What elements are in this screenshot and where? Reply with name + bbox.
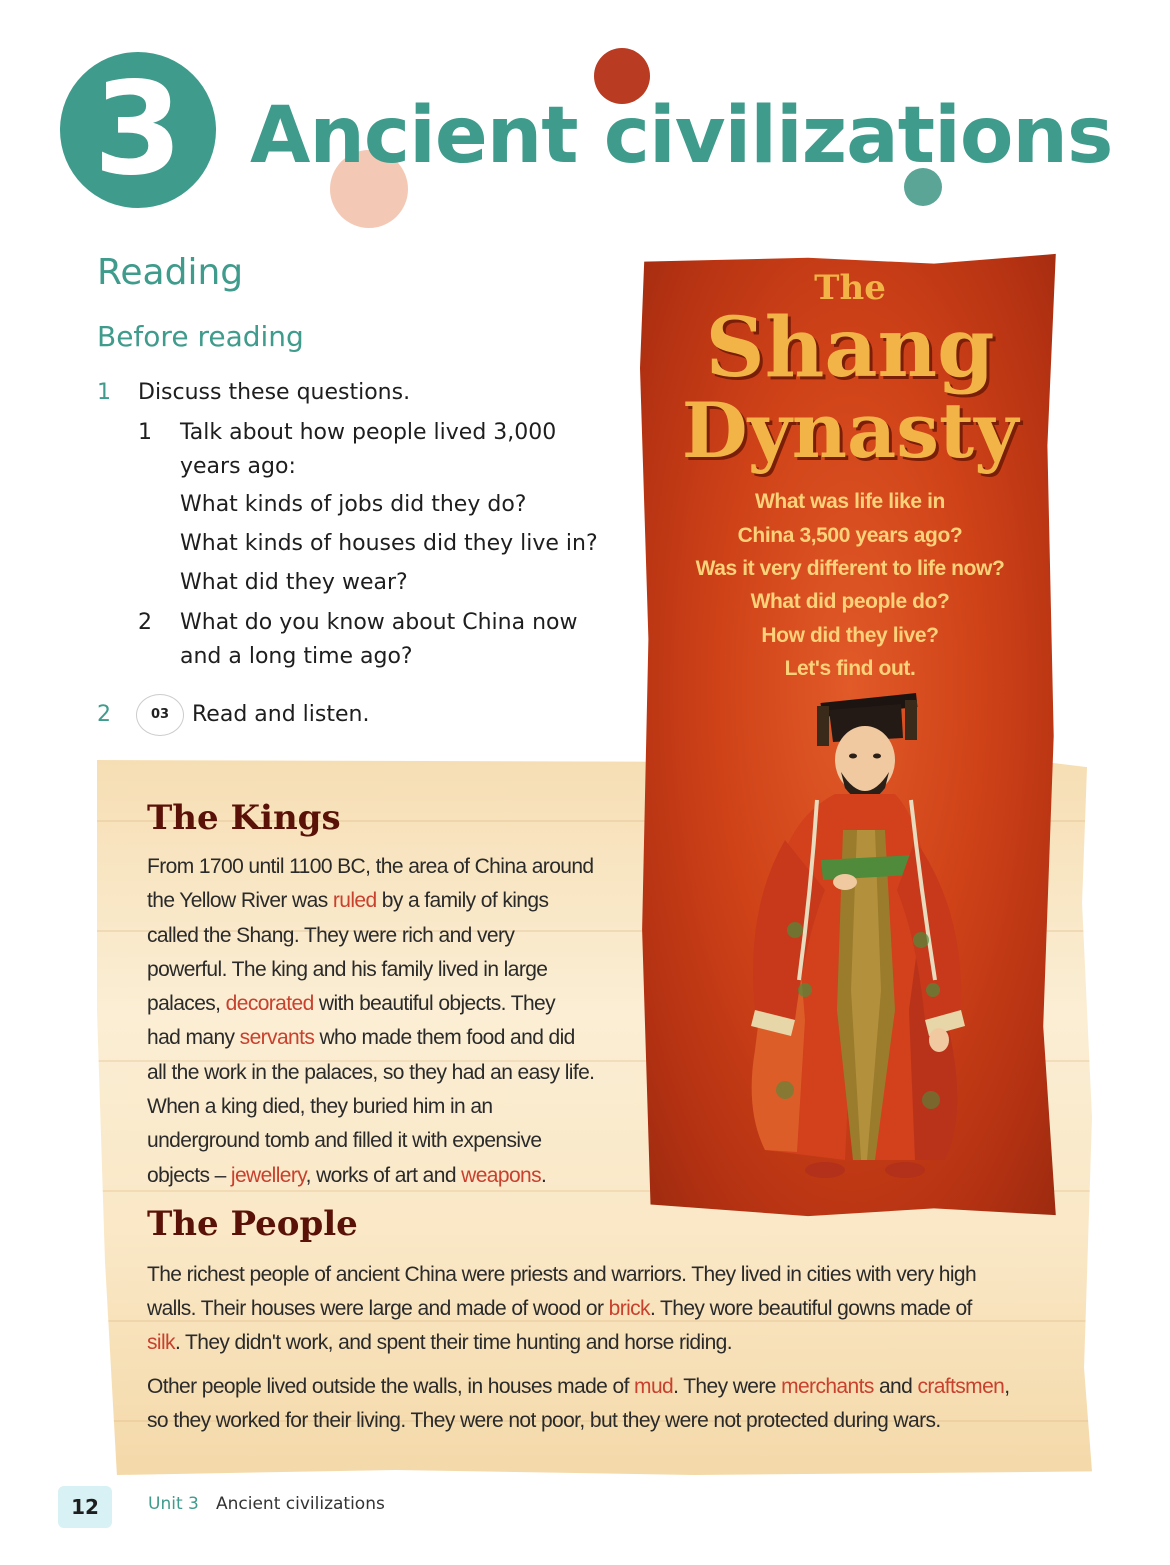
banner-question-line-5: How did they live? bbox=[761, 624, 939, 647]
shang-king-illustration bbox=[725, 690, 985, 1210]
highlight-word-decorated[interactable]: decorated bbox=[225, 992, 314, 1015]
kings-line-4: powerful. The king and his family lived in large bbox=[147, 958, 548, 981]
highlight-word-ruled[interactable]: ruled bbox=[332, 889, 377, 912]
audio-track-icon[interactable] bbox=[136, 694, 184, 736]
kings-heading: The Kings bbox=[147, 798, 341, 838]
question-1-sub-3: What did they wear? bbox=[180, 570, 408, 595]
exercise-number-2: 2 bbox=[97, 702, 111, 727]
question-1-sub-2: What kinds of houses did they live in? bbox=[180, 531, 598, 556]
people-line-1: The richest people of ancient China were priests and warriors. They lived in cities with very high bbox=[147, 1263, 977, 1286]
kings-line-3: called the Shang. They were rich and very bbox=[147, 924, 515, 947]
page-number: 12 bbox=[58, 1486, 112, 1528]
people-line-2: walls. Their houses were large and made of wood or brick. They wore beautiful gowns made of bbox=[147, 1297, 972, 1320]
question-1-line-2: years ago: bbox=[180, 454, 296, 479]
highlight-word-servants[interactable]: servants bbox=[239, 1026, 315, 1049]
highlight-word-craftsmen[interactable]: craftsmen bbox=[917, 1375, 1005, 1398]
banner-question-line-4: What did people do? bbox=[750, 590, 950, 613]
footer-unit-label: Unit 3 bbox=[148, 1494, 199, 1514]
exercise-number-1: 1 bbox=[97, 380, 111, 405]
footer-unit-title: Ancient civilizations bbox=[216, 1494, 385, 1514]
kings-line-10: objects – jewellery, works of art and weapons. bbox=[147, 1164, 547, 1187]
people-line-5: so they worked for their living. They were not poor, but they were not protected during wars. bbox=[147, 1409, 941, 1432]
kings-line-7: all the work in the palaces, so they had an easy life. bbox=[147, 1061, 595, 1084]
banner-title-shang: Shang bbox=[705, 300, 995, 396]
exercise-1-instruction: Discuss these questions. bbox=[138, 380, 411, 405]
section-heading-reading: Reading bbox=[97, 252, 244, 293]
question-1-sub-1: What kinds of jobs did they do? bbox=[180, 492, 527, 517]
subheading-before-reading: Before reading bbox=[97, 320, 304, 353]
unit-title: Ancient civilizations bbox=[250, 91, 1113, 181]
highlight-word-mud[interactable]: mud bbox=[634, 1375, 674, 1398]
banner-title-dynasty: Dynasty bbox=[681, 386, 1019, 475]
question-2-number: 2 bbox=[138, 610, 152, 635]
kings-line-6: had many servants who made them food and did bbox=[147, 1026, 575, 1049]
banner-question-line-1: What was life like in bbox=[755, 490, 945, 513]
exercise-2-instruction: Read and listen. bbox=[192, 702, 370, 727]
highlight-word-weapons[interactable]: weapons bbox=[461, 1164, 542, 1187]
question-2-line-1: What do you know about China now bbox=[180, 610, 578, 635]
people-line-3: silk. They didn't work, and spent their time hunting and horse riding. bbox=[147, 1331, 732, 1354]
banner-question-line-6: Let's find out. bbox=[784, 657, 916, 680]
question-1-number: 1 bbox=[138, 420, 152, 445]
kings-line-9: underground tomb and filled it with expensive bbox=[147, 1129, 542, 1152]
audio-track-number: 03 bbox=[150, 707, 170, 722]
people-line-4: Other people lived outside the walls, in houses made of mud. They were merchants and craftsmen, bbox=[147, 1375, 1010, 1398]
question-1-line-1: Talk about how people lived 3,000 bbox=[180, 420, 557, 445]
kings-line-8: When a king died, they buried him in an bbox=[147, 1095, 493, 1118]
kings-line-5: palaces, decorated with beautiful objects. They bbox=[147, 992, 556, 1015]
banner-title-the: The bbox=[814, 268, 886, 308]
banner-question-line-2: China 3,500 years ago? bbox=[737, 524, 963, 547]
unit-number-badge: 3 bbox=[60, 52, 216, 208]
kings-line-1: From 1700 until 1100 BC, the area of China around bbox=[147, 855, 594, 878]
question-2-line-2: and a long time ago? bbox=[180, 644, 413, 669]
highlight-word-brick[interactable]: brick bbox=[608, 1297, 650, 1320]
kings-line-2: the Yellow River was ruled by a family of kings bbox=[147, 889, 549, 912]
banner-question-line-3: Was it very different to life now? bbox=[695, 557, 1005, 580]
highlight-word-silk[interactable]: silk bbox=[147, 1331, 175, 1354]
people-heading: The People bbox=[147, 1204, 358, 1244]
highlight-word-merchants[interactable]: merchants bbox=[781, 1375, 874, 1398]
highlight-word-jewellery[interactable]: jewellery bbox=[230, 1164, 306, 1187]
